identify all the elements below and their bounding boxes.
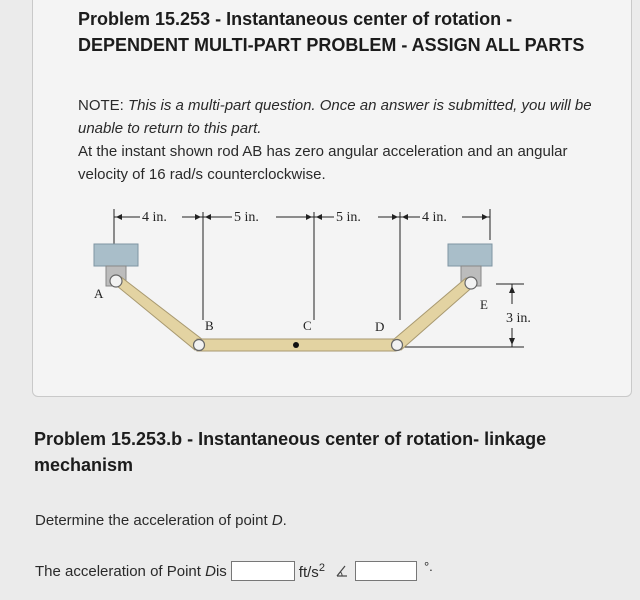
dim-label-3: 5 in. — [336, 210, 361, 225]
dim-label-4: 4 in. — [422, 210, 447, 225]
rod-de — [393, 278, 476, 350]
answer-row — [35, 558, 433, 584]
right-support — [448, 244, 492, 266]
dim-label-2: 5 in. — [234, 210, 259, 225]
note-block — [78, 94, 598, 186]
linkage-rods — [111, 277, 476, 351]
pin-a — [110, 275, 122, 287]
task-suffix: . — [282, 512, 287, 529]
task-prefix: Determine the acceleration of point — [35, 512, 272, 529]
label-d: D — [375, 319, 385, 334]
dim-label-1: 4 in. — [142, 210, 167, 225]
answer-prefix: The acceleration of Point — [35, 562, 201, 580]
magnitude-input[interactable] — [231, 561, 295, 581]
unit-text: ft/s — [298, 563, 319, 581]
pin-b — [194, 340, 205, 351]
degree-symbol: °. — [423, 558, 433, 574]
note-label: NOTE: — [78, 97, 124, 114]
pin-d — [392, 340, 403, 351]
label-b: B — [205, 318, 214, 333]
note-text: This is a multi-part question. Once an answer is submitted, you will be unable to return to this part. — [78, 97, 592, 137]
dim-label-height: 3 in. — [506, 311, 531, 326]
unit-power: 2 — [318, 561, 325, 574]
angle-icon — [335, 564, 349, 578]
problem-title: Problem 15.253 - Instantaneous center of rotation - DEPENDENT MULTI-PART PROBLEM - ASSIGN ALL PARTS — [78, 9, 585, 55]
point-c-dot — [293, 342, 299, 348]
answer-is: is — [215, 562, 227, 580]
label-e: E — [480, 297, 488, 312]
problem-statement: At the instant shown rod AB has zero angular acceleration and an angular velocity of 16 rad/s counterclockwise. — [78, 143, 568, 183]
direction-angle-input[interactable] — [355, 561, 417, 581]
unit-label — [299, 562, 325, 581]
label-a: A — [94, 286, 104, 301]
task-point: D — [271, 512, 283, 529]
linkage-figure — [84, 200, 554, 370]
task-text — [35, 512, 287, 529]
left-support — [94, 244, 138, 266]
answer-point: D — [205, 562, 216, 580]
part-title: Problem 15.253.b - Instantaneous center of rotation- linkage mechanism — [34, 429, 547, 475]
rod-ab — [111, 277, 203, 350]
label-c: C — [303, 318, 312, 333]
pin-e — [465, 277, 477, 289]
